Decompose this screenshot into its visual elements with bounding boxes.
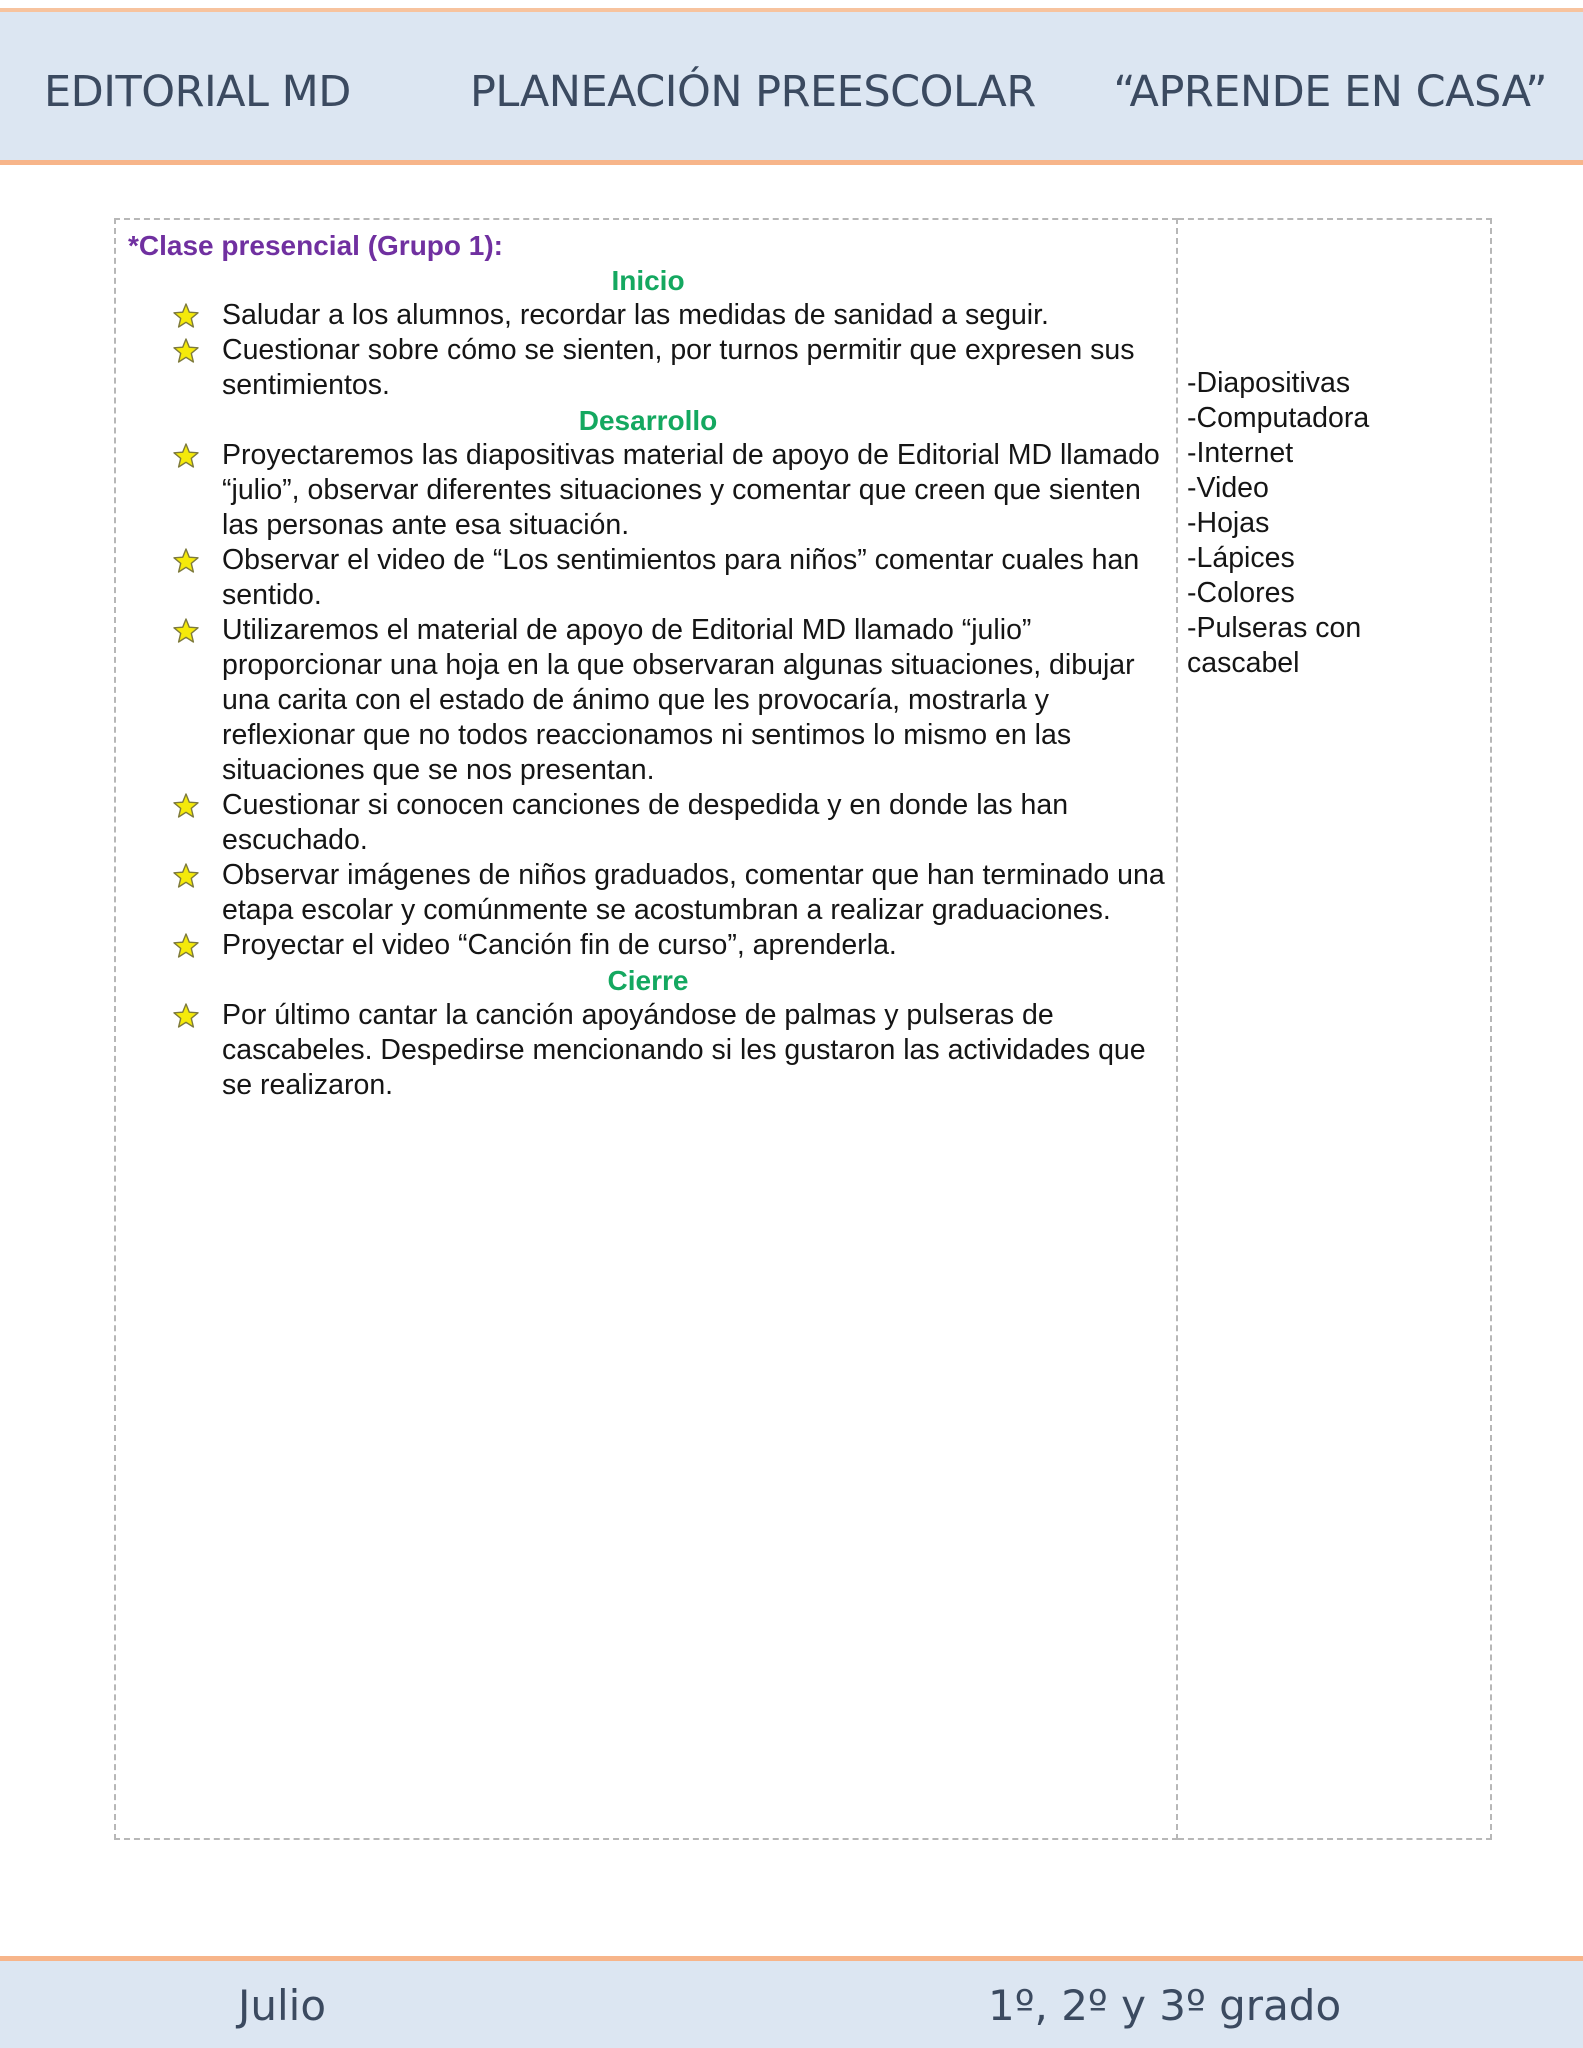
list-item: Utilizaremos el material de apoyo de Editorial MD llamado “julio” proporcionar una hoja en la que observaran algunas situaciones, dibujar una carita con el estado de ánimo que les provocaría, mostrarla y reflexionar que no todos reaccionamos ni sentimos lo mismo en las situaciones que se nos presentan. [128, 613, 1168, 788]
footer-grades: 1º, 2º y 3º grado [988, 1981, 1342, 2030]
list-item: Por último cantar la canción apoyándose de palmas y pulseras de cascabeles. Despedirse mencionando si les gustaron las actividades que se realizaron. [128, 998, 1168, 1103]
list-item: Saludar a los alumnos, recordar las medidas de sanidad a seguir. [128, 298, 1168, 333]
materials-list [1187, 366, 1487, 681]
material-item: -Video [1187, 472, 1269, 504]
class-title: *Clase presencial (Grupo 1): [128, 230, 504, 261]
star-bullet-icon [172, 442, 200, 470]
star-bullet-icon [172, 792, 200, 820]
list-item: Observar imágenes de niños graduados, comentar que han terminado una etapa escolar y comúnmente se acostumbran a realizar graduaciones. [128, 858, 1168, 928]
list-item: Cuestionar si conocen canciones de despedida y en donde las han escuchado. [128, 788, 1168, 858]
section-desarrollo-heading: Desarrollo [578, 405, 718, 436]
material-item: -Internet [1187, 437, 1294, 469]
header-title: PLANEACIÓN PREESCOLAR [470, 67, 1036, 117]
header-publisher: EDITORIAL MD [44, 67, 351, 117]
inicio-list [128, 298, 1168, 403]
section-inicio-heading: Inicio [611, 265, 685, 296]
list-item: Proyectaremos las diapositivas material de apoyo de Editorial MD llamado “julio”, observar diferentes situaciones y comentar que creen que sienten las personas ante esa situación. [128, 438, 1168, 543]
star-bullet-icon [172, 547, 200, 575]
desarrollo-list [128, 438, 1168, 963]
star-bullet-icon [172, 932, 200, 960]
list-item: Observar el video de “Los sentimientos para niños” comentar cuales han sentido. [128, 543, 1168, 613]
star-bullet-icon [172, 617, 200, 645]
footer-month: Julio [238, 1981, 327, 2030]
list-item: Cuestionar sobre cómo se sienten, por turnos permitir que expresen sus sentimientos. [128, 333, 1168, 403]
material-item: cascabel [1187, 647, 1300, 679]
star-bullet-icon [172, 862, 200, 890]
page-footer [0, 1956, 1583, 2048]
material-item: -Lápices [1187, 542, 1295, 574]
page-header [0, 8, 1583, 165]
material-item: -Computadora [1187, 402, 1370, 434]
material-item: -Colores [1187, 577, 1295, 609]
section-cierre-heading: Cierre [607, 965, 689, 996]
material-item: -Diapositivas [1187, 367, 1351, 399]
material-item: -Hojas [1187, 507, 1270, 539]
header-slogan: “APRENDE EN CASA” [1113, 67, 1547, 117]
star-bullet-icon [172, 302, 200, 330]
material-item: -Pulseras con [1187, 612, 1362, 644]
cierre-list [128, 998, 1168, 1103]
star-bullet-icon [172, 337, 200, 365]
activities-content [128, 228, 1168, 1103]
list-item: Proyectar el video “Canción fin de curso”, aprenderla. [128, 928, 1168, 963]
star-bullet-icon [172, 1002, 200, 1030]
